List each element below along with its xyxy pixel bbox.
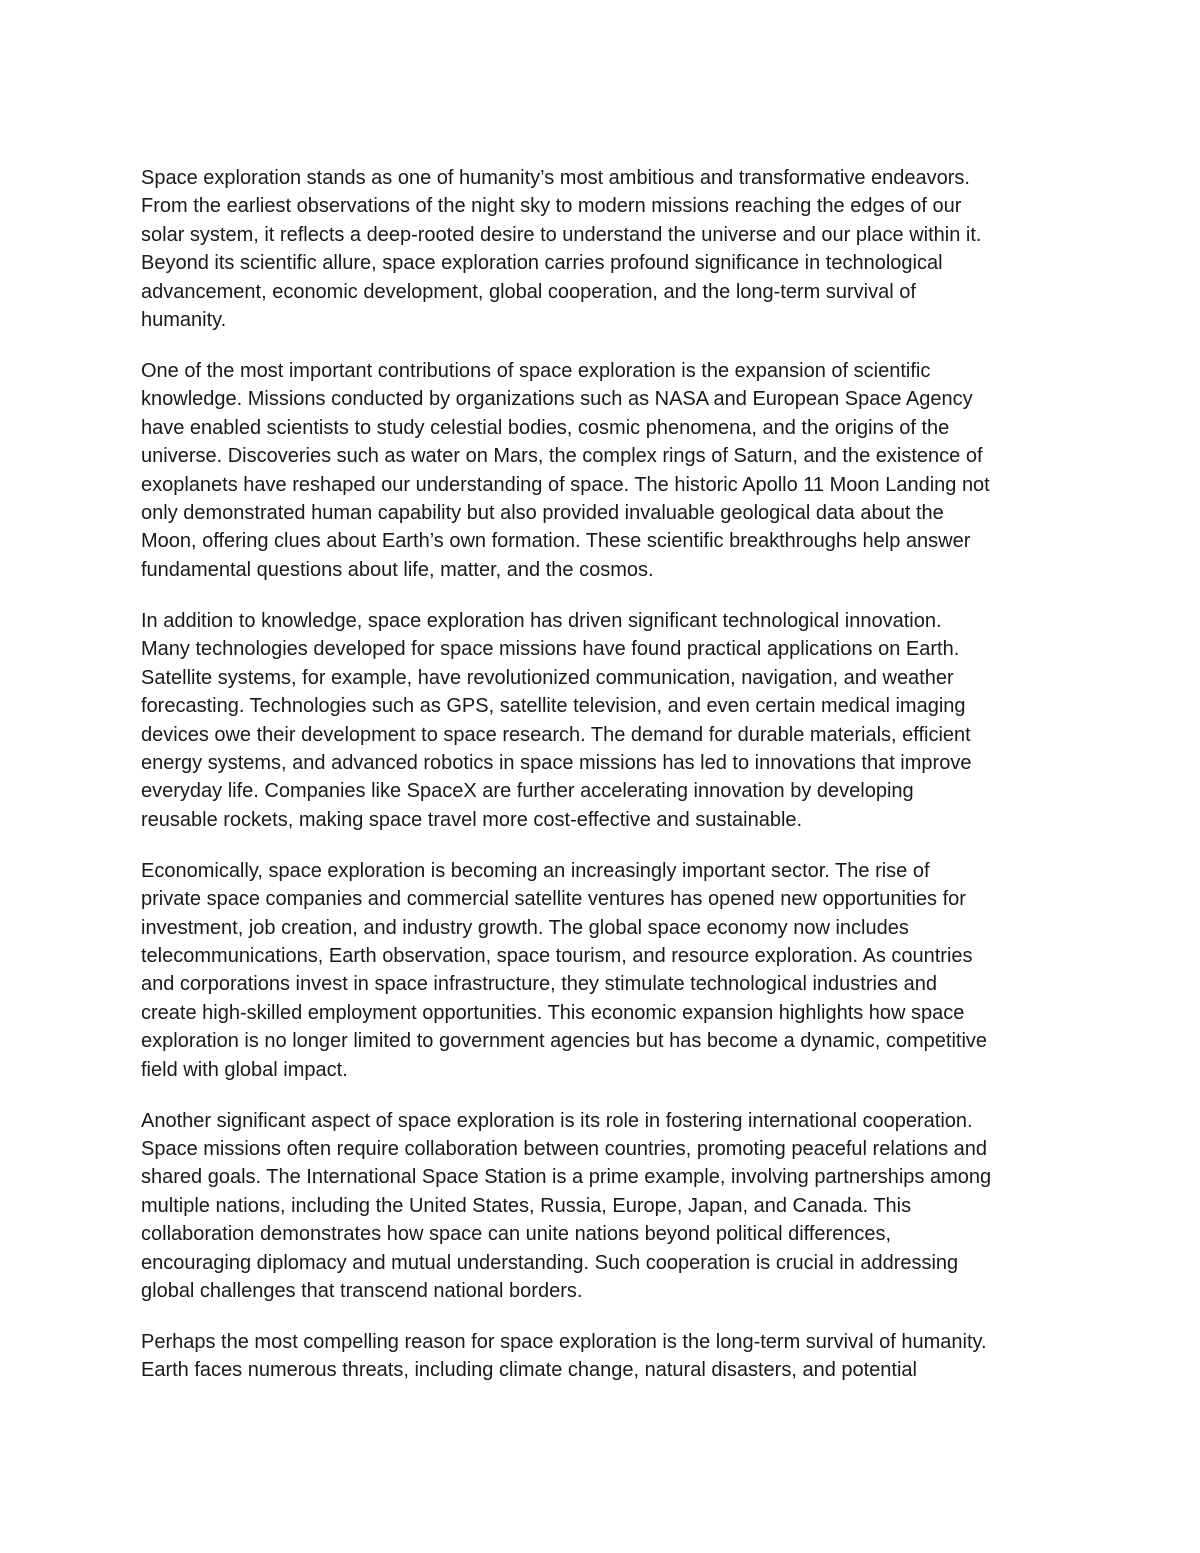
- text-line: Earth faces numerous threats, including climate change, natural disasters, and potential: [141, 1359, 917, 1382]
- paragraph: [141, 164, 1066, 334]
- text-line: exploration is no longer limited to government agencies but has become a dynamic, competitive: [141, 1030, 988, 1053]
- text-line: create high-skilled employment opportunities. This economic expansion highlights how space: [141, 1001, 965, 1024]
- paragraph: [141, 357, 1066, 584]
- text-line: universe. Discoveries such as water on Mars, the complex rings of Saturn, and the existence of: [141, 445, 983, 468]
- text-line: Moon, offering clues about Earth’s own formation. These scientific breakthroughs help answer: [141, 530, 971, 553]
- text-line: reusable rockets, making space travel more cost-effective and sustainable.: [141, 808, 803, 831]
- text-line: telecommunications, Earth observation, space tourism, and resource exploration. As countries: [141, 944, 973, 967]
- text-line: investment, job creation, and industry growth. The global space economy now includes: [141, 916, 909, 939]
- text-line: collaboration demonstrates how space can unite nations beyond political differences,: [141, 1223, 892, 1246]
- text-line: Space missions often require collaboration between countries, promoting peaceful relations and: [141, 1137, 988, 1160]
- text-line: field with global impact.: [141, 1058, 348, 1081]
- text-line: Space exploration stands as one of humanity’s most ambitious and transformative endeavors.: [141, 167, 970, 189]
- paragraph: [141, 1328, 1066, 1385]
- text-line: Beyond its scientific allure, space exploration carries profound significance in technological: [141, 252, 943, 275]
- text-line: shared goals. The International Space Station is a prime example, involving partnerships among: [141, 1166, 992, 1189]
- text-line: global challenges that transcend national borders.: [141, 1280, 583, 1302]
- text-line: have enabled scientists to study celestial bodies, cosmic phenomena, and the origins of the: [141, 416, 950, 439]
- text-line: advancement, economic development, global cooperation, and the long-term survival of: [141, 280, 916, 303]
- paragraph: [141, 857, 1066, 1084]
- text-line: knowledge. Missions conducted by organizations such as NASA and European Space Agency: [141, 388, 973, 411]
- text-line: humanity.: [141, 309, 227, 332]
- text-line: Another significant aspect of space exploration is its role in fostering international cooperation.: [141, 1109, 973, 1132]
- text-line: encouraging diplomacy and mutual understanding. Such cooperation is crucial in addressing: [141, 1251, 959, 1274]
- document-body: [141, 164, 1066, 1407]
- text-line: private space companies and commercial satellite ventures has opened new opportunities for: [141, 888, 966, 911]
- text-line: devices owe their development to space research. The demand for durable materials, efficient: [141, 723, 971, 746]
- text-line: and corporations invest in space infrastructure, they stimulate technological industries and: [141, 973, 937, 996]
- text-line: exoplanets have reshaped our understanding of space. The historic Apollo 11 Moon Landing not: [141, 473, 990, 496]
- text-line: forecasting. Technologies such as GPS, satellite television, and even certain medical imaging: [141, 695, 966, 718]
- text-line: solar system, it reflects a deep-rooted desire to understand the universe and our place within it.: [141, 223, 982, 246]
- paragraph: [141, 1107, 1066, 1306]
- text-line: One of the most important contributions of space exploration is the expansion of scientific: [141, 360, 931, 383]
- text-line: only demonstrated human capability but also provided invaluable geological data about the: [141, 502, 944, 525]
- text-line: fundamental questions about life, matter, and the cosmos.: [141, 558, 654, 581]
- text-line: Perhaps the most compelling reason for space exploration is the long-term survival of humanity.: [141, 1331, 987, 1353]
- text-line: Satellite systems, for example, have revolutionized communication, navigation, and weather: [141, 666, 954, 689]
- text-line: From the earliest observations of the night sky to modern missions reaching the edges of our: [141, 195, 962, 218]
- paragraph: [141, 607, 1066, 834]
- text-line: In addition to knowledge, space exploration has driven significant technological innovation.: [141, 609, 942, 632]
- text-line: everyday life. Companies like SpaceX are further accelerating innovation by developing: [141, 780, 914, 803]
- text-line: multiple nations, including the United States, Russia, Europe, Japan, and Canada. This: [141, 1194, 912, 1217]
- text-line: Economically, space exploration is becoming an increasingly important sector. The rise of: [141, 859, 930, 882]
- text-line: Many technologies developed for space missions have found practical applications on Earth.: [141, 638, 960, 661]
- text-line: energy systems, and advanced robotics in space missions has led to innovations that improve: [141, 751, 972, 774]
